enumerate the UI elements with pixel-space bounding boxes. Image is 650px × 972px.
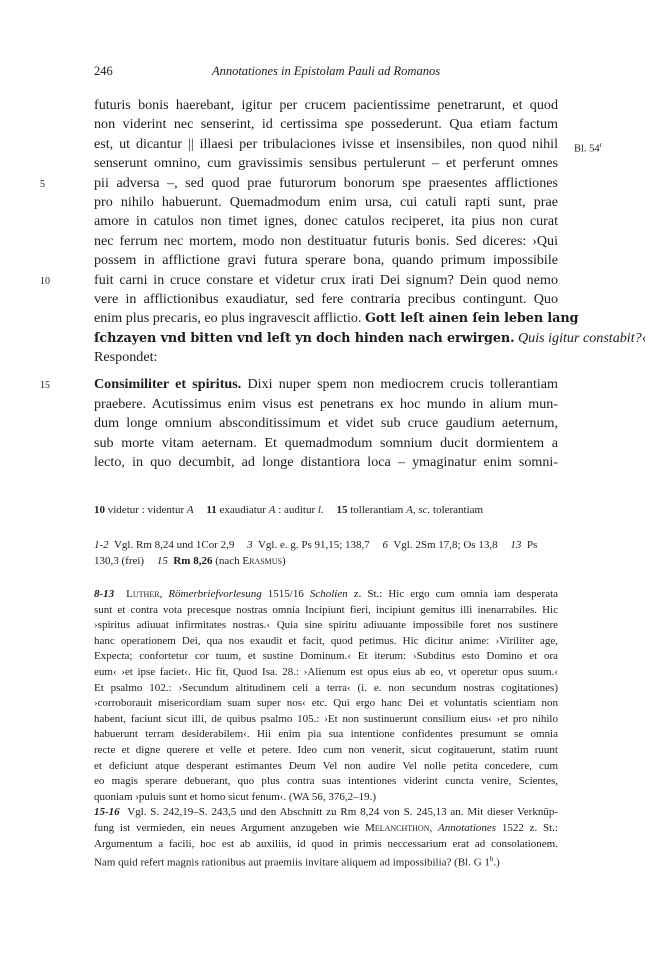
line-number: 5 (40, 178, 45, 190)
page-number: 246 (94, 64, 113, 78)
line-number: 10 (40, 275, 50, 287)
text-line: sub morte vitam aeternam. Et quemadmodum somnium ducit dormientem a (94, 434, 558, 451)
commentary-line: Expecta; confortetur cor tuum, et sustine Dominum.‹ Et iterum: ›Subditus esto Domino et ora (94, 650, 558, 663)
main-text (40, 96, 647, 472)
commentary-line: ›corroborauit misericordiam suam super nos‹ etc. Qui ergo hanc Dei et voluntatis scientiam non (94, 697, 558, 710)
text-line: 10 fuit carni in cruce constare et videtur crux irati Dei signum? Dein quod nemo (94, 271, 558, 290)
text-line: ſchzayen vnd bitten vnd leſt yn doch hinden nach erwirgen. Quis igitur constabit?‹ (94, 329, 647, 346)
commentary-line: recte et digne querere et velle et petere. Ideo cum non venerit, sicut cogitauerunt, statim ruunt (94, 743, 558, 756)
commentary-line: 15-16 Vgl. S. 242,19–S. 243,5 und den Abschnitt zu Rm 8,24 von S. 245,13 an. Mit dieser Verknüp- (94, 806, 558, 819)
text-line: pro nihilo habuerunt. Quemadmodum enim ursa, cui catuli rapti sunt, prae (94, 193, 558, 210)
critical-apparatus: 10 videtur : videntur A 11 exaudiatur A : auditur l. 15 tollerantiam A, sc. tolerantiam (94, 504, 484, 516)
commentary-line: sunt et contra vota precesque nostras omnia Incipiunt fieri, incipiunt gemitus illi inenarrabiles. Hic (94, 603, 558, 616)
commentary-line: Nam quid refert magnis rationibus aut praemiis invitare aliquem ad impossibilia? (Bl. G 1$^b$.) (94, 855, 500, 869)
commentary-line: ›spiritus adiuuat infirmitates nostras.‹ Quia sine spiritu adiuuante impossibile foret nos sustinere (94, 619, 558, 632)
commentary-line: Argumentum a facili, hoc est ab auxiliis, id quod in primis neccessarium erat ad consolationem. (94, 837, 558, 850)
commentary-line: habuerunt terram desiderabilem‹. Hii enim pia sua intentione confidentes presumunt se omnia (94, 728, 558, 741)
commentary-line: hanc operationem Dei, qua nos exaudit et facit, quod petimus. Hic dicitur anime: ›Viriliter age, (94, 634, 558, 647)
text-line: enim plus precaris, eo plus ingravescit afflictio. Gott leſt ainen ſein leben lang (94, 310, 579, 327)
text-line: est, ut dicantur || illaesi per tribulaciones ivisse et insensibiles, non quod nihil Bl. 54$^r$ (94, 135, 558, 154)
text-line: possem in afflictione gravi futura sperare bona, quando primum impossibile (94, 252, 558, 269)
commentary-line: Et psalmo 102.: ›Secundum altitudinem celi a terra‹ (i. e. non secundum nostras cogitationes) (94, 681, 558, 694)
text-line: non viderint nec senserint, id certissima spe possederunt. Qua etiam factum (94, 116, 558, 133)
text-line: praebere. Acutissimus enim visus est penetrans ex hoc mundo in alium mun- (94, 395, 558, 412)
text-line: amore in catulos non timet ignes, donec catulos reciperet, ita pius non curat (94, 213, 558, 230)
sources-apparatus: 1-2 Vgl. Rm 8,24 und 1Cor 2,9 3 Vgl. e. g. Ps 91,15; 138,7 6 Vgl. 2Sm 17,8; Os 13,8 13 Ps 130,3 (frei) 15 Rm 8,26 (nach Erasmus) (94, 539, 538, 567)
commentary (94, 587, 558, 868)
commentary-line: eo magis sperare debuerant, quo plus contra suas intentiones viderint cuncta venire, Scientes, (94, 775, 558, 788)
lemma: Consimiliter et spiritus. (94, 376, 242, 393)
folio-margin-note: Bl. 54$^r$ (574, 140, 603, 155)
text-line: futuris bonis haerebant, igitur per crucem pacientissime penetrarunt, et quod (94, 97, 558, 113)
german-quote: ſchzayen vnd bitten vnd leſt yn doch hinden nach erwirgen. (94, 330, 515, 346)
commentary-line: et deficiunt atque desperant estimantes Deum Vel non audire Vel nolle petita concedere, cum (94, 759, 558, 772)
commentary-line: fung ist vermieden, ein neues Argument anzugeben wie Melanchthon, Annotationes 1522 z. St.: (94, 821, 558, 834)
text-line: senserunt omnino, cum gravissimis sensibus pertulerunt – et perferunt omnes (94, 155, 558, 172)
commentary-line: quoniam ›puluis sunt et homo sicut fenum‹. (WA 56, 376,2–19.) (94, 790, 376, 803)
text-line: lecto, in quo decumbit, ad longe distantiora loca – ymaginatur enim somni- (94, 454, 558, 471)
line-number: 15 (40, 380, 50, 392)
german-quote: Gott leſt ainen ſein leben lang (364, 311, 579, 327)
text-line: vere in afflictionibus exaudiatur, sed fere contraria precibus contingunt. Quo (94, 290, 558, 307)
commentary-line: 8-13 Luther, Römerbriefvorlesung 1515/16 Scholien z. St.: Hic ergo cum omnia iam desperata (94, 588, 559, 600)
text-line: Respondet: (94, 349, 158, 366)
commentary-line: habent, faciunt sicut illi, de quibus psalmo 105.: ›Et non sustinuerunt consilium eius‹ ›et pro nihilo (94, 712, 558, 725)
text-line: dum longe omnium absconditissimum et videt sub cruce gaudium aeternum, (94, 415, 558, 432)
text-line: 5 pii adversa –, sed quod prae futurorum bonorum spe praesentes afflictiones (94, 174, 558, 193)
running-title: Annotationes in Epistolam Pauli ad Romanos (211, 64, 441, 78)
text-line: 15 Consimiliter et spiritus. Dixi nuper spem non mediocrem crucis tollerantiam (94, 375, 558, 394)
text-line: nec ferrum nec mortem, modo non destituatur futuris bonis. Sed diceres: ›Qui (94, 232, 558, 249)
commentary-line: eum‹ ›et ipse faciet‹. Hic fit, Quod Isa. 28.: ›Alienum est opus eius ab eo, vt operetur opus suum.‹ (94, 665, 558, 678)
